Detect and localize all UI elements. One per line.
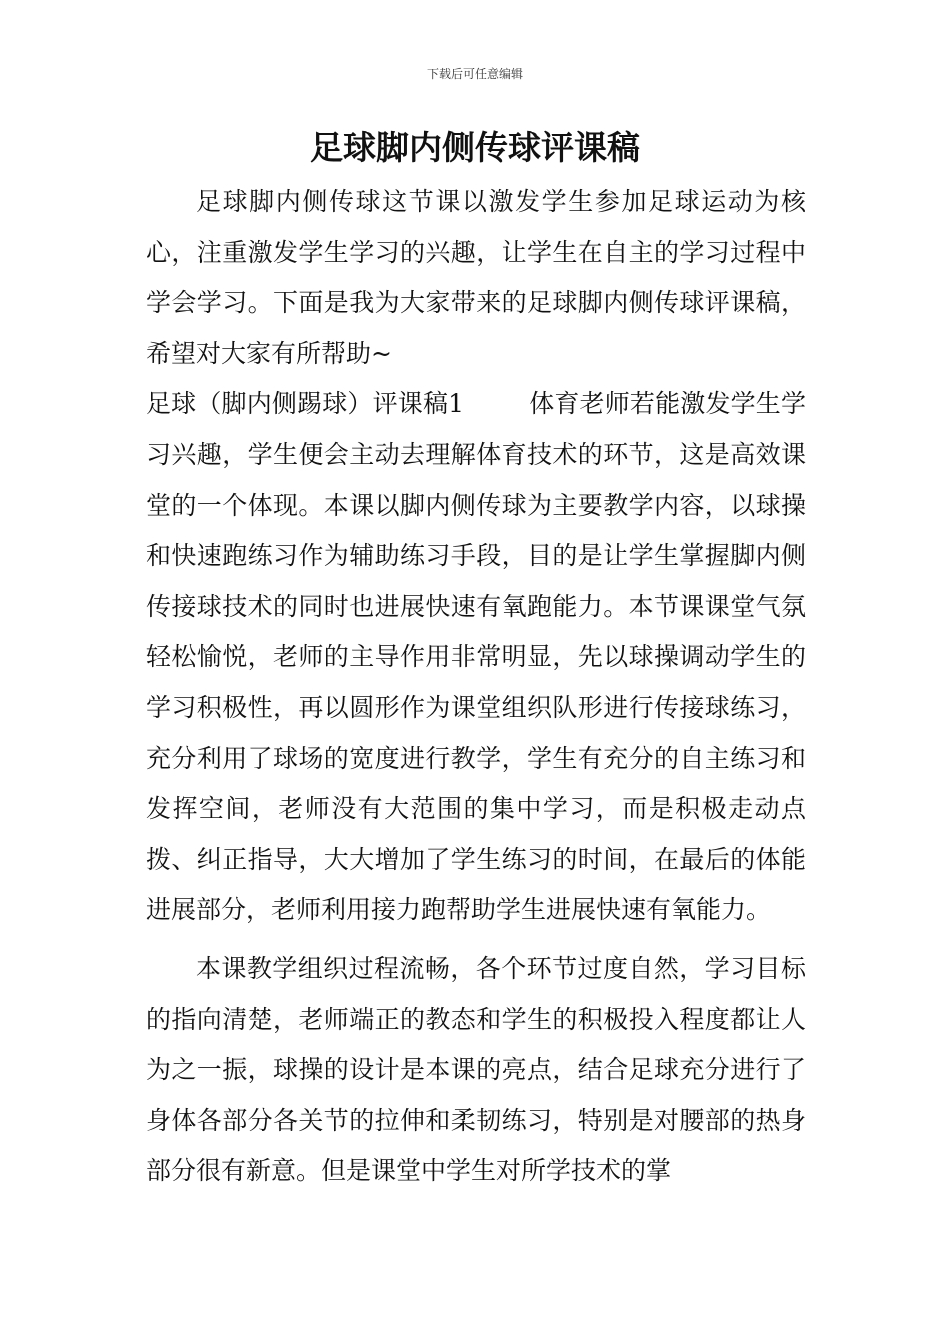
intro-paragraph: 足球脚内侧传球这节课以激发学生参加足球运动为核心，注重激发学生学习的兴趣，让学生在自主的学习过程中学会学习。下面是我为大家带来的足球脚内侧传球评课稿，希望对大家有所帮助~ xyxy=(146,187,806,368)
section-1-paragraph xyxy=(146,379,806,936)
section-1-body: 体育老师若能激发学生学习兴趣，学生便会主动去理解体育技术的环节，这是高效课堂的一个体现。本课以脚内侧传球为主要教学内容，以球操和快速跑练习作为辅助练习手段，目的是让学生掌握脚内侧传接球技术的同时也进展快速有氧跑能力。本节课课堂气氛轻松愉悦，老师的主导作用非常明显，先以球操调动学生的学习积极性，再以圆形作为课堂组织队形进行传接球练习，充分利用了球场的宽度进行教学，学生有充分的自主练习和发挥空间，老师没有大范围的集中学习，而是积极走动点拨、纠正指导，大大增加了学生练习的时间，在最后的体能进展部分，老师利用接力跑帮助学生进展快速有氧能力。 xyxy=(146,389,806,925)
paragraph-3: 本课教学组织过程流畅，各个环节过度自然，学习目标的指向清楚，老师端正的教态和学生的积极投入程度都让人为之一振，球操的设计是本课的亮点，结合足球充分进行了身体各部分各关节的拉伸和柔韧练习，特别是对腰部的热身部分很有新意。但是课堂中学生对所学技术的掌 xyxy=(146,953,806,1186)
section-1-heading: 足球（脚内侧踢球）评课稿1 xyxy=(146,389,465,419)
document-title: 足球脚内侧传球评课稿 xyxy=(310,128,640,167)
document-body xyxy=(146,177,806,1197)
page-header-note: 下载后可任意编辑 xyxy=(426,67,523,81)
